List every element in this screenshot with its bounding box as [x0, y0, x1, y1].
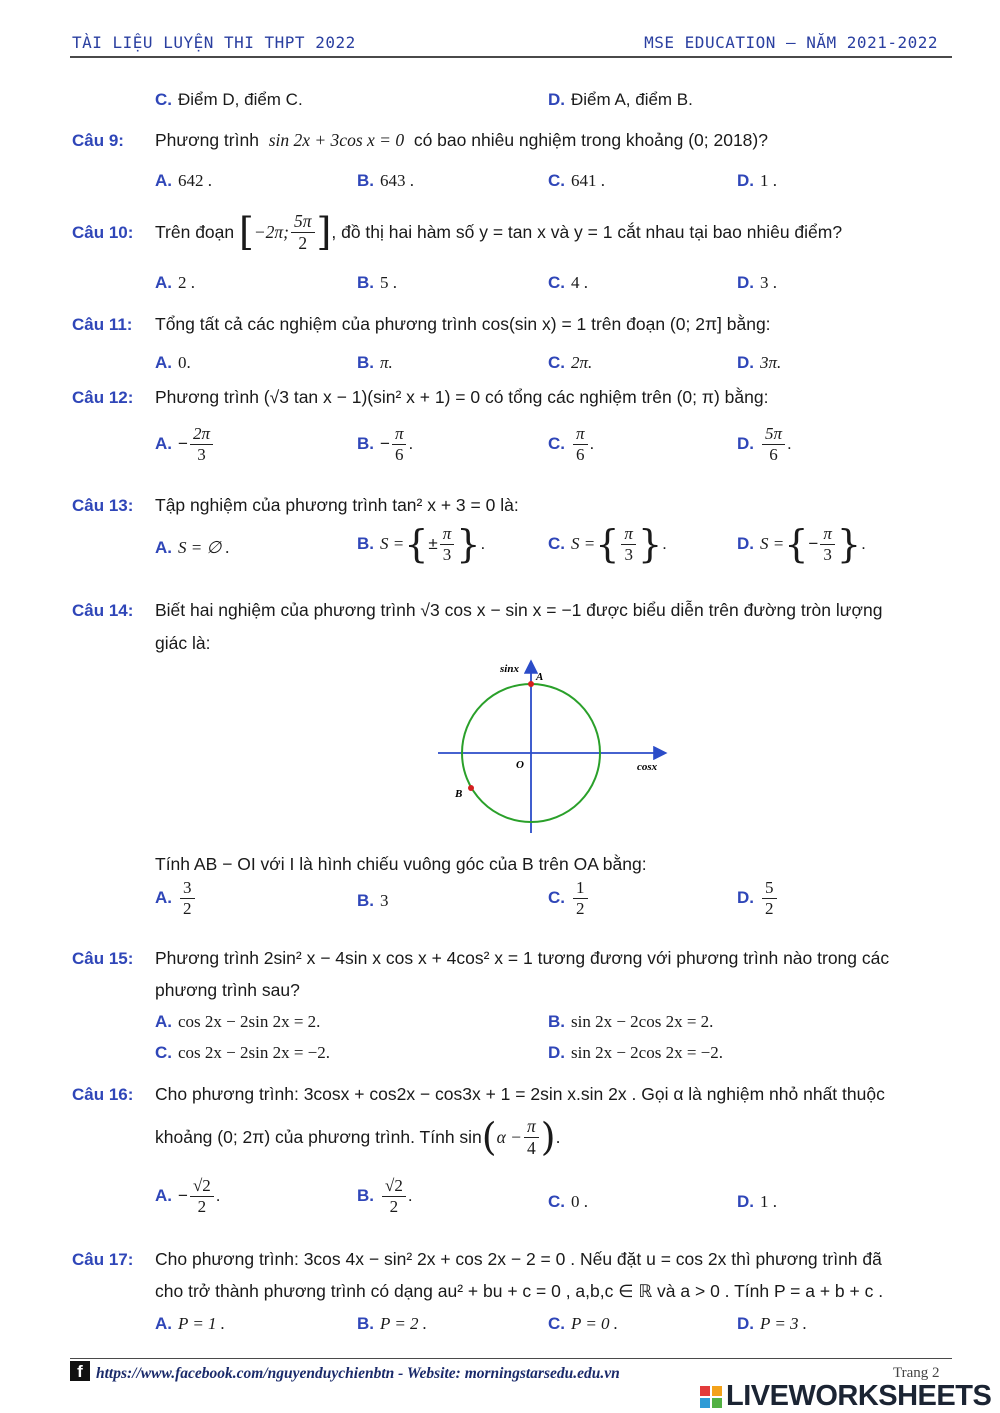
q17-option-a[interactable]: A. P = 1 .	[155, 1314, 226, 1333]
q13-option-a[interactable]: A. S = ∅ .	[155, 538, 230, 557]
liveworksheets-logo-icon	[700, 1386, 722, 1408]
q14-label: Câu 14:	[72, 601, 134, 620]
q13-option-d[interactable]: D. S = { − $\frac{\pi}{3}$ } .	[737, 522, 866, 567]
q12-option-d[interactable]: D. $\frac{5\pi}{6}$ .	[737, 424, 792, 464]
point-b-label: B	[455, 788, 463, 800]
q10-option-c[interactable]: C. 4 .	[548, 273, 588, 292]
q16-option-d[interactable]: D. 1 .	[737, 1192, 777, 1211]
q11-option-d[interactable]: D. 3π.	[737, 353, 782, 372]
q16-option-b[interactable]: B. $\frac{√2}{2}$ .	[357, 1176, 413, 1216]
q16-text-line1: Cho phương trình: 3cosx + cos2x − cos3x + 1 = 2sin x.sin 2x . Gọi α là nghiệm nhỏ nhất thuộc	[155, 1084, 885, 1104]
point-a	[528, 681, 534, 687]
q17-text-line2: cho trở thành phương trình có dạng au² + bu + c = 0 , a,b,c ∈ ℝ và a > 0 . Tính P = a + b + c .	[155, 1281, 884, 1301]
q15-option-b[interactable]: B. sin 2x − 2cos 2x = 2.	[548, 1012, 714, 1031]
q15-option-c[interactable]: C. cos 2x − 2sin 2x = −2.	[155, 1043, 331, 1062]
q10-text: Trên đoạn [ −2π; $\frac{5\pi}{2}$ ] , đồ thị hai hàm số y = tan x và y = 1 cắt nhau tại bao nhiêu điểm?	[155, 210, 843, 254]
q14-option-d[interactable]: D. $\frac{5}{2}$	[737, 878, 779, 918]
header-divider	[70, 56, 952, 58]
point-a-label: A	[536, 671, 544, 683]
q14-option-a[interactable]: A. $\frac{3}{2}$	[155, 878, 197, 918]
q9-text: Phương trình sin 2x + 3cos x = 0 có bao nhiêu nghiệm trong khoảng (0; 2018)?	[155, 130, 768, 150]
q13-text: Tập nghiệm của phương trình tan² x + 3 = 0 là:	[155, 495, 519, 515]
q8-option-c[interactable]: C. Điểm D, điểm C.	[155, 90, 303, 109]
q12-option-b[interactable]: B. − $\frac{\pi}{6}$ .	[357, 424, 414, 464]
q13-label: Câu 13:	[72, 496, 134, 515]
q17-option-b[interactable]: B. P = 2 .	[357, 1314, 428, 1333]
q9-option-d[interactable]: D. 1 .	[737, 171, 777, 190]
q10-option-a[interactable]: A. 2 .	[155, 273, 195, 292]
page-number: Trang 2	[893, 1365, 940, 1381]
q11-label: Câu 11:	[72, 315, 133, 334]
q9-option-a[interactable]: A. 642 .	[155, 171, 212, 190]
q11-option-c[interactable]: C. 2π.	[548, 353, 593, 372]
q12-text: Phương trình (√3 tan x − 1)(sin² x + 1) = 0 có tổng các nghiệm trên (0; π) bằng:	[155, 387, 769, 407]
q10-option-d[interactable]: D. 3 .	[737, 273, 777, 292]
q11-option-b[interactable]: B. π.	[357, 353, 393, 372]
q15-option-d[interactable]: D. sin 2x − 2cos 2x = −2.	[548, 1043, 724, 1062]
q10-option-b[interactable]: B. 5 .	[357, 273, 397, 292]
q17-text-line1: Cho phương trình: 3cos 4x − sin² 2x + cos 2x − 2 = 0 . Nếu đặt u = cos 2x thì phương trình đã	[155, 1249, 882, 1269]
q9-option-b[interactable]: B. 643 .	[357, 171, 414, 190]
q12-option-a[interactable]: A. − $\frac{2\pi}{3}$	[155, 424, 215, 464]
q13-option-b[interactable]: B. S = { ± $\frac{\pi}{3}$ } .	[357, 522, 486, 567]
q10-label: Câu 10:	[72, 223, 134, 242]
facebook-icon[interactable]: f	[70, 1361, 90, 1381]
q16-label: Câu 16:	[72, 1085, 134, 1104]
q14-option-b[interactable]: B. 3	[357, 891, 389, 910]
q16-option-a[interactable]: A. − $\frac{√2}{2}$ .	[155, 1176, 221, 1216]
q17-label: Câu 17:	[72, 1250, 134, 1269]
footer-divider	[70, 1358, 952, 1359]
header-left-title: TÀI LIỆU LUYỆN THI THPT 2022	[72, 33, 356, 52]
q16-option-c[interactable]: C. 0 .	[548, 1192, 588, 1211]
q8-option-d[interactable]: D. Điểm A, điểm B.	[548, 90, 693, 109]
header-right-title: MSE EDUCATION – NĂM 2021-2022	[644, 33, 938, 52]
footer-links[interactable]: https://www.facebook.com/nguyenduychienbtn - Website: morningstarsedu.edu.vn	[96, 1365, 620, 1382]
q14-text-line1: Biết hai nghiệm của phương trình √3 cos x − sin x = −1 được biểu diễn trên đường tròn lượng	[155, 600, 883, 620]
q11-option-a[interactable]: A. 0.	[155, 353, 191, 372]
point-b	[468, 785, 474, 791]
q15-text-line1: Phương trình 2sin² x − 4sin x cos x + 4cos² x = 1 tương đương với phương trình nào trong các	[155, 948, 890, 968]
q14-option-c[interactable]: C. $\frac{1}{2}$	[548, 878, 590, 918]
q17-option-c[interactable]: C. P = 0 .	[548, 1314, 619, 1333]
q15-text-line2: phương trình sau?	[155, 980, 300, 1000]
q9-label: Câu 9:	[72, 131, 124, 150]
x-axis-label: cosx	[637, 761, 658, 773]
y-axis-label: sinx	[500, 663, 519, 675]
q13-option-c[interactable]: C. S = { $\frac{\pi}{3}$ } .	[548, 522, 667, 567]
origin-label: O	[516, 759, 524, 771]
q9-option-c[interactable]: C. 641 .	[548, 171, 605, 190]
q16-text-line2: khoảng (0; 2π) của phương trình. Tính sin ( α − $\frac{\pi}{4}$ ) .	[155, 1115, 561, 1159]
q12-label: Câu 12:	[72, 388, 134, 407]
q12-option-c[interactable]: C. $\frac{\pi}{6}$ .	[548, 424, 595, 464]
unit-circle-figure	[430, 655, 680, 840]
q11-text: Tổng tất cả các nghiệm của phương trình cos(sin x) = 1 trên đoạn (0; 2π] bằng:	[155, 314, 771, 334]
q14-text-line2: giác là:	[155, 633, 211, 653]
q17-option-d[interactable]: D. P = 3 .	[737, 1314, 808, 1333]
q15-label: Câu 15:	[72, 949, 134, 968]
q15-option-a[interactable]: A. cos 2x − 2sin 2x = 2.	[155, 1012, 321, 1031]
q14-question: Tính AB − OI với I là hình chiếu vuông góc của B trên OA bằng:	[155, 854, 647, 874]
liveworksheets-watermark: LIVEWORKSHEETS	[700, 1380, 991, 1413]
